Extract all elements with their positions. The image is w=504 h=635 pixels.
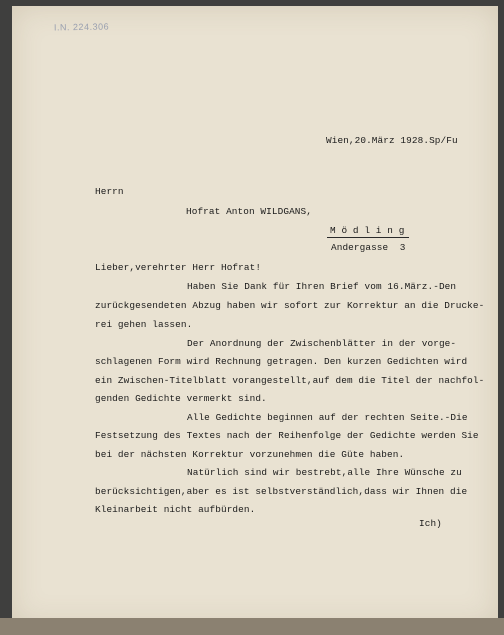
letter-page xyxy=(12,6,498,624)
body-line: rei gehen lassen. xyxy=(95,319,193,330)
body-line: Alle Gedichte beginnen auf der rechten Seite.-Die xyxy=(187,412,468,423)
body-line: Kleinarbeit nicht aufbürden. xyxy=(95,504,256,515)
body-line: zurückgesendeten Abzug haben wir sofort zur Korrektur an die Drucke- xyxy=(95,300,485,311)
greeting: Lieber,verehrter Herr Hofrat! xyxy=(95,262,262,273)
recipient-name: Hofrat Anton WILDGANS, xyxy=(186,206,312,217)
scan-background-strip xyxy=(0,618,504,635)
body-line: schlagenen Form wird Rechnung getragen. Den kurzen Gedichten wird xyxy=(95,356,468,367)
recipient-city: M ö d l i n g xyxy=(330,225,405,236)
body-line: Der Anordnung der Zwischenblätter in der vorge- xyxy=(187,338,457,349)
recipient-prefix: Herrn xyxy=(95,186,124,197)
date-line: Wien,20.März 1928.Sp/Fu xyxy=(326,135,458,146)
body-line: Haben Sie Dank für Ihren Brief vom 16.März.-Den xyxy=(187,281,457,292)
body-line: ein Zwischen-Titelblatt vorangestellt,auf dem die Titel der nachfol- xyxy=(95,375,485,386)
city-underline xyxy=(327,237,409,238)
body-line: Natürlich sind wir bestrebt,alle Ihre Wünsche zu xyxy=(187,467,462,478)
body-line: Festsetzung des Textes nach der Reihenfolge der Gedichte werden Sie xyxy=(95,430,479,441)
body-line: genden Gedichte vermerkt sind. xyxy=(95,393,267,404)
body-line: berücksichtigen,aber es ist selbstverständlich,dass wir Ihnen die xyxy=(95,486,468,497)
archive-number: I.N. 224.306 xyxy=(53,21,110,33)
body-line: bei der nächsten Korrektur vorzunehmen die Güte haben. xyxy=(95,449,405,460)
recipient-street: Andergasse 3 xyxy=(331,242,406,253)
closing: Ich) xyxy=(419,518,442,529)
